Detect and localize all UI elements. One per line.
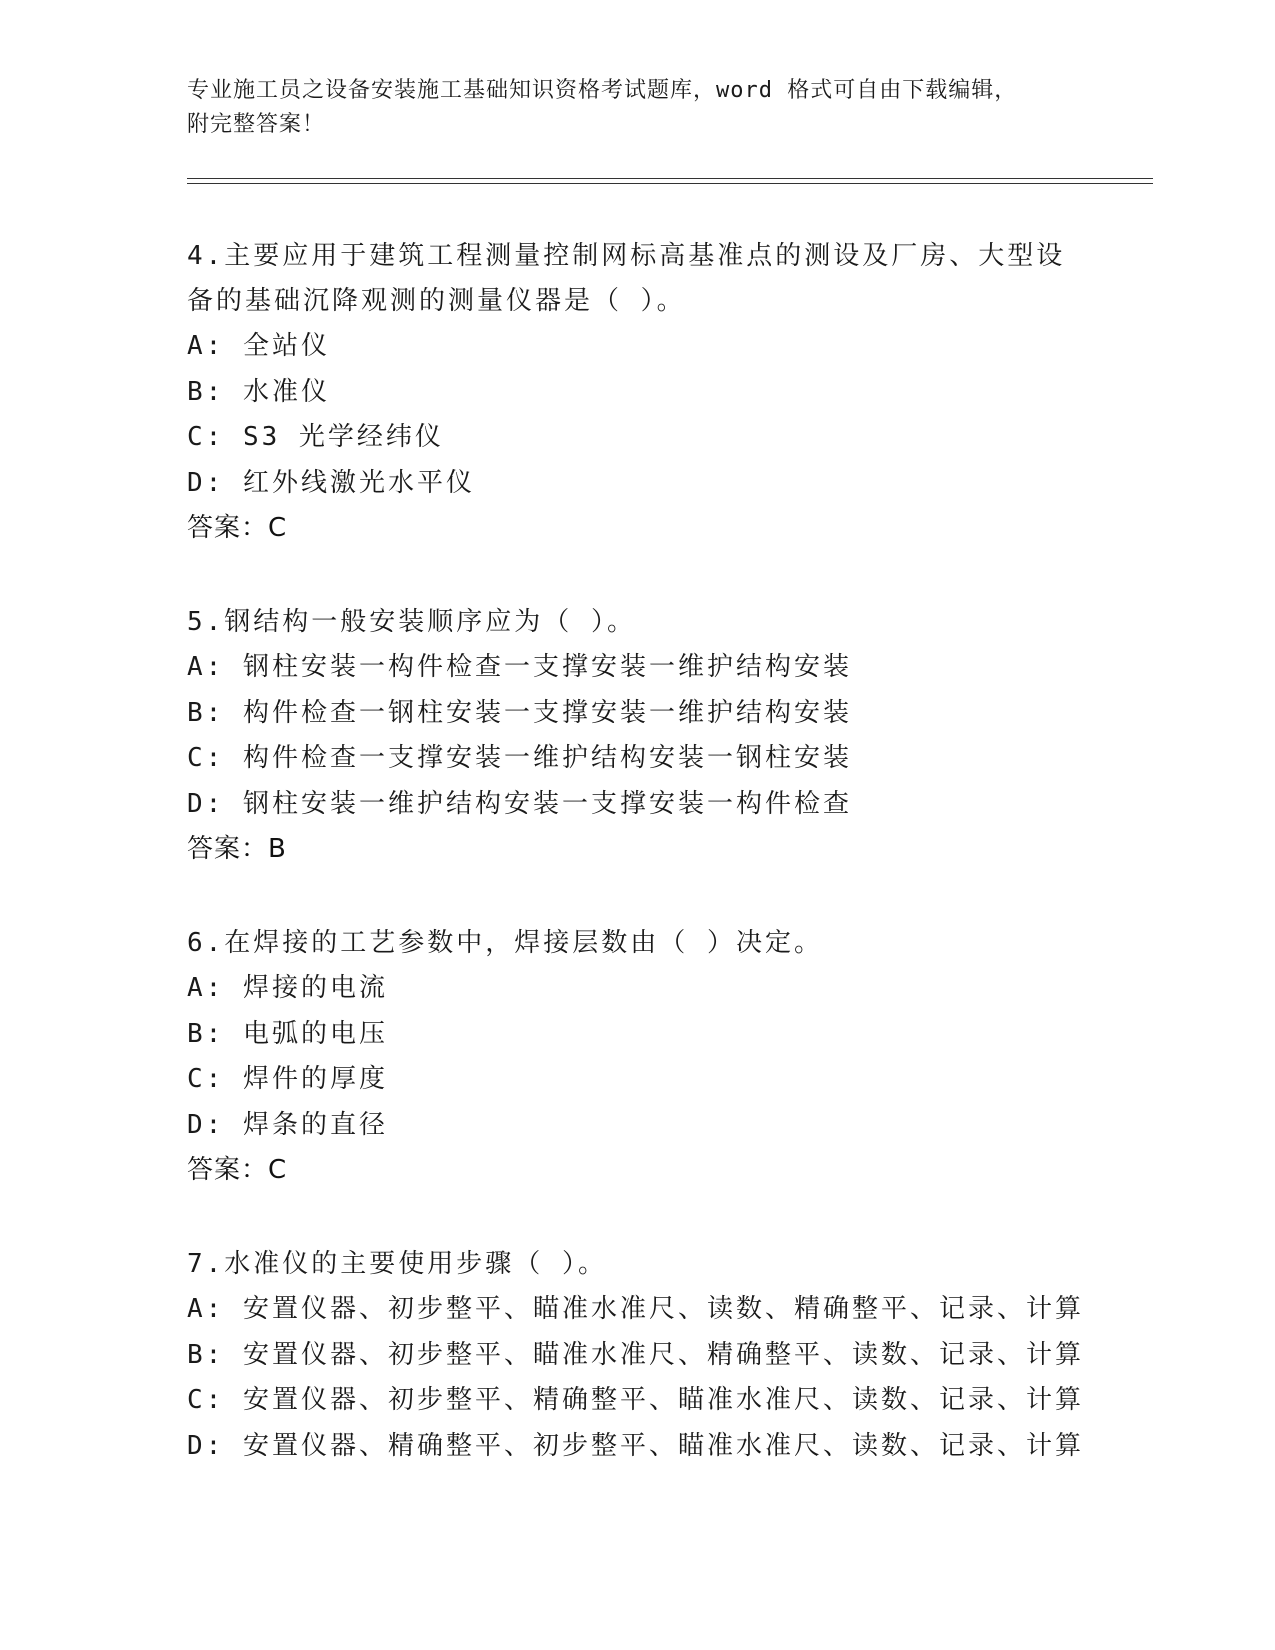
option-letter: A: bbox=[187, 331, 225, 361]
option-letter: C: bbox=[187, 1385, 225, 1415]
question-stem-line: 6.在焊接的工艺参数中，焊接层数由（ ）决定。 bbox=[187, 928, 823, 958]
option-d bbox=[187, 1424, 1087, 1470]
option-text: S3 光学经纬仪 bbox=[242, 422, 444, 452]
answer-label: 答案： bbox=[187, 1155, 269, 1185]
option-c bbox=[187, 736, 1087, 782]
option-text: 钢柱安装一构件检查一支撑安装一维护结构安装 bbox=[242, 652, 852, 682]
option-letter: D: bbox=[187, 467, 225, 498]
option-text: 水准仪 bbox=[242, 376, 330, 407]
option-c bbox=[187, 415, 1087, 461]
answer-value: C bbox=[268, 1155, 288, 1185]
option-letter: B: bbox=[187, 376, 225, 407]
option-letter: D: bbox=[187, 1109, 225, 1140]
answer-value: B bbox=[268, 834, 287, 864]
question-stem-line: 5.钢结构一般安装顺序应为（ ）。 bbox=[187, 607, 636, 637]
answer-line bbox=[187, 827, 1087, 872]
question-5 bbox=[187, 600, 1087, 872]
question-stem-line: 备的基础沉降观测的测量仪器是（ ）。 bbox=[187, 286, 686, 316]
option-c bbox=[187, 1057, 1087, 1103]
answer-line bbox=[187, 506, 1087, 551]
option-a bbox=[187, 324, 1087, 370]
question-stem-line: 7.水准仪的主要使用步骤（ ）。 bbox=[187, 1249, 607, 1279]
option-letter: B: bbox=[187, 1339, 225, 1370]
option-a bbox=[187, 966, 1087, 1012]
option-letter: A: bbox=[187, 973, 225, 1003]
header-line-2: 附完整答案！ bbox=[187, 112, 326, 137]
option-letter: D: bbox=[187, 1430, 225, 1461]
option-text: 构件检查一钢柱安装一支撑安装一维护结构安装 bbox=[242, 697, 852, 728]
option-text: 焊条的直径 bbox=[242, 1109, 388, 1140]
option-a bbox=[187, 1287, 1087, 1333]
option-b bbox=[187, 1333, 1087, 1379]
option-b bbox=[187, 691, 1087, 737]
option-a bbox=[187, 645, 1087, 691]
option-letter: B: bbox=[187, 1018, 225, 1049]
option-letter: B: bbox=[187, 697, 225, 728]
option-letter: C: bbox=[187, 422, 225, 452]
option-text: 焊接的电流 bbox=[242, 973, 388, 1003]
question-6 bbox=[187, 921, 1087, 1193]
option-text: 钢柱安装一维护结构安装一支撑安装一构件检查 bbox=[242, 788, 852, 819]
option-text: 安置仪器、精确整平、初步整平、瞄准水准尺、读数、记录、计算 bbox=[242, 1430, 1084, 1461]
option-d bbox=[187, 461, 1087, 507]
question-7 bbox=[187, 1242, 1087, 1469]
question-4 bbox=[187, 234, 1087, 551]
option-letter: C: bbox=[187, 1064, 225, 1094]
option-d bbox=[187, 1103, 1087, 1149]
option-text: 电弧的电压 bbox=[242, 1018, 388, 1049]
option-text: 全站仪 bbox=[242, 331, 330, 361]
answer-label: 答案： bbox=[187, 513, 269, 543]
option-text: 安置仪器、初步整平、瞄准水准尺、读数、精确整平、记录、计算 bbox=[242, 1294, 1084, 1324]
header-line-1: 专业施工员之设备安装施工基础知识资格考试题库，word 格式可自由下载编辑， bbox=[187, 78, 1018, 103]
option-text: 安置仪器、初步整平、瞄准水准尺、精确整平、读数、记录、计算 bbox=[242, 1339, 1084, 1370]
option-b bbox=[187, 1012, 1087, 1058]
option-letter: C: bbox=[187, 743, 225, 773]
option-text: 红外线激光水平仪 bbox=[242, 467, 475, 498]
answer-label: 答案： bbox=[187, 834, 269, 864]
option-b bbox=[187, 370, 1087, 416]
header-divider-top bbox=[187, 178, 1153, 179]
option-text: 焊件的厚度 bbox=[242, 1064, 388, 1094]
option-text: 构件检查一支撑安装一维护结构安装一钢柱安装 bbox=[242, 743, 852, 773]
answer-value: C bbox=[268, 513, 288, 543]
document-header bbox=[187, 74, 1087, 142]
option-letter: D: bbox=[187, 788, 225, 819]
option-d bbox=[187, 782, 1087, 828]
question-stem-line: 4.主要应用于建筑工程测量控制网标高基准点的测设及厂房、大型设 bbox=[187, 241, 1066, 271]
header-divider-bottom bbox=[187, 183, 1153, 184]
answer-line bbox=[187, 1148, 1087, 1193]
option-text: 安置仪器、初步整平、精确整平、瞄准水准尺、读数、记录、计算 bbox=[242, 1385, 1084, 1415]
option-letter: A: bbox=[187, 1294, 225, 1324]
option-letter: A: bbox=[187, 652, 225, 682]
option-c bbox=[187, 1378, 1087, 1424]
question-list bbox=[187, 234, 1087, 1518]
